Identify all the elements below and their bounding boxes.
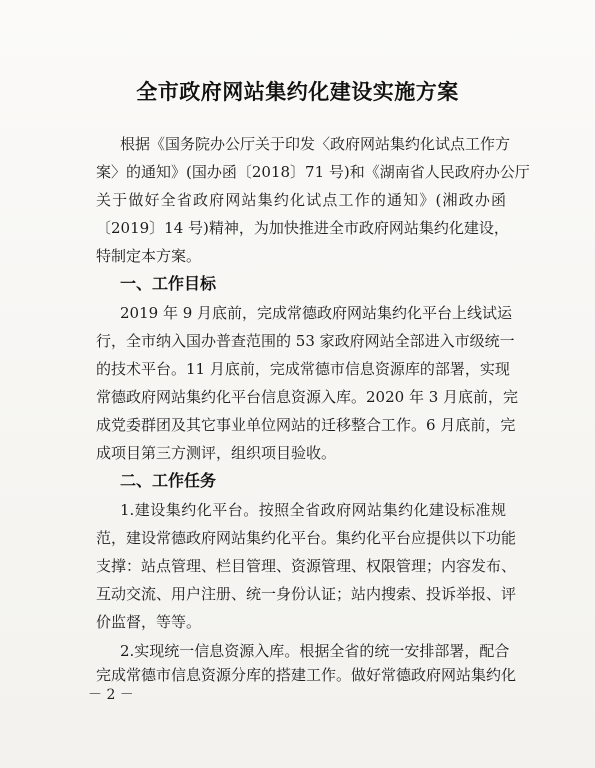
goals-line: 成党委群团及其它事业单位网站的迁移整合工作。6 月底前，完 <box>96 416 516 434</box>
goals-line: 成项目第三方测评，组织项目验收。 <box>96 444 337 462</box>
goals-line: 2019 年 9 月底前，完成常德政府网站集约化平台上线试运 <box>120 304 513 322</box>
task-item1-line: 价监督，等等。 <box>96 613 202 631</box>
goals-line: 的技术平台。11 月底前，完成常德市信息资源库的部署，实现 <box>96 360 510 378</box>
goals-line: 行，全市纳入国办普查范围的 53 家政府网站全部进入市级统一 <box>96 332 515 350</box>
intro-line: 〔2019〕14 号)精神，为加快推进全市政府网站集约化建设， <box>96 219 509 237</box>
section-heading-tasks: 二、工作任务 <box>120 471 217 490</box>
intro-line: 根据《国务院办公厅关于印发〈政府网站集约化试点工作方 <box>120 135 511 153</box>
task-item1-line: 支撑：站点管理、栏目管理、资源管理、权限管理；内容发布、 <box>96 557 517 575</box>
document-title: 全市政府网站集约化建设实施方案 <box>136 79 459 104</box>
intro-line: 案〉的通知》(国办函〔2018〕71 号)和《湖南省人民政府办公厅 <box>96 163 530 181</box>
task-item2-line: 完成常德市信息资源分库的搭建工作。做好常德政府网站集约化 <box>96 666 517 684</box>
task-item1-line: 范，建设常德政府网站集约化平台。集约化平台应提供以下功能 <box>96 529 517 547</box>
task-item1-line: 1.建设集约化平台。按照全省政府网站集约化建设标准规 <box>120 501 506 519</box>
page-number: － 2 － <box>88 687 134 703</box>
task-item1-line: 互动交流、用户注册、统一身份认证；站内搜索、投诉举报、评 <box>96 585 517 603</box>
goals-line: 常德政府网站集约化平台信息资源入库。2020 年 3 月底前，完 <box>96 388 519 406</box>
task-item2-line: 2.实现统一信息资源入库。根据全省的统一安排部署，配合 <box>120 642 510 660</box>
intro-line: 关于做好全省政府网站集约化试点工作的通知》(湘政办函 <box>96 191 506 209</box>
section-heading-goals: 一、工作目标 <box>120 274 217 293</box>
intro-line: 特制定本方案。 <box>96 247 202 265</box>
